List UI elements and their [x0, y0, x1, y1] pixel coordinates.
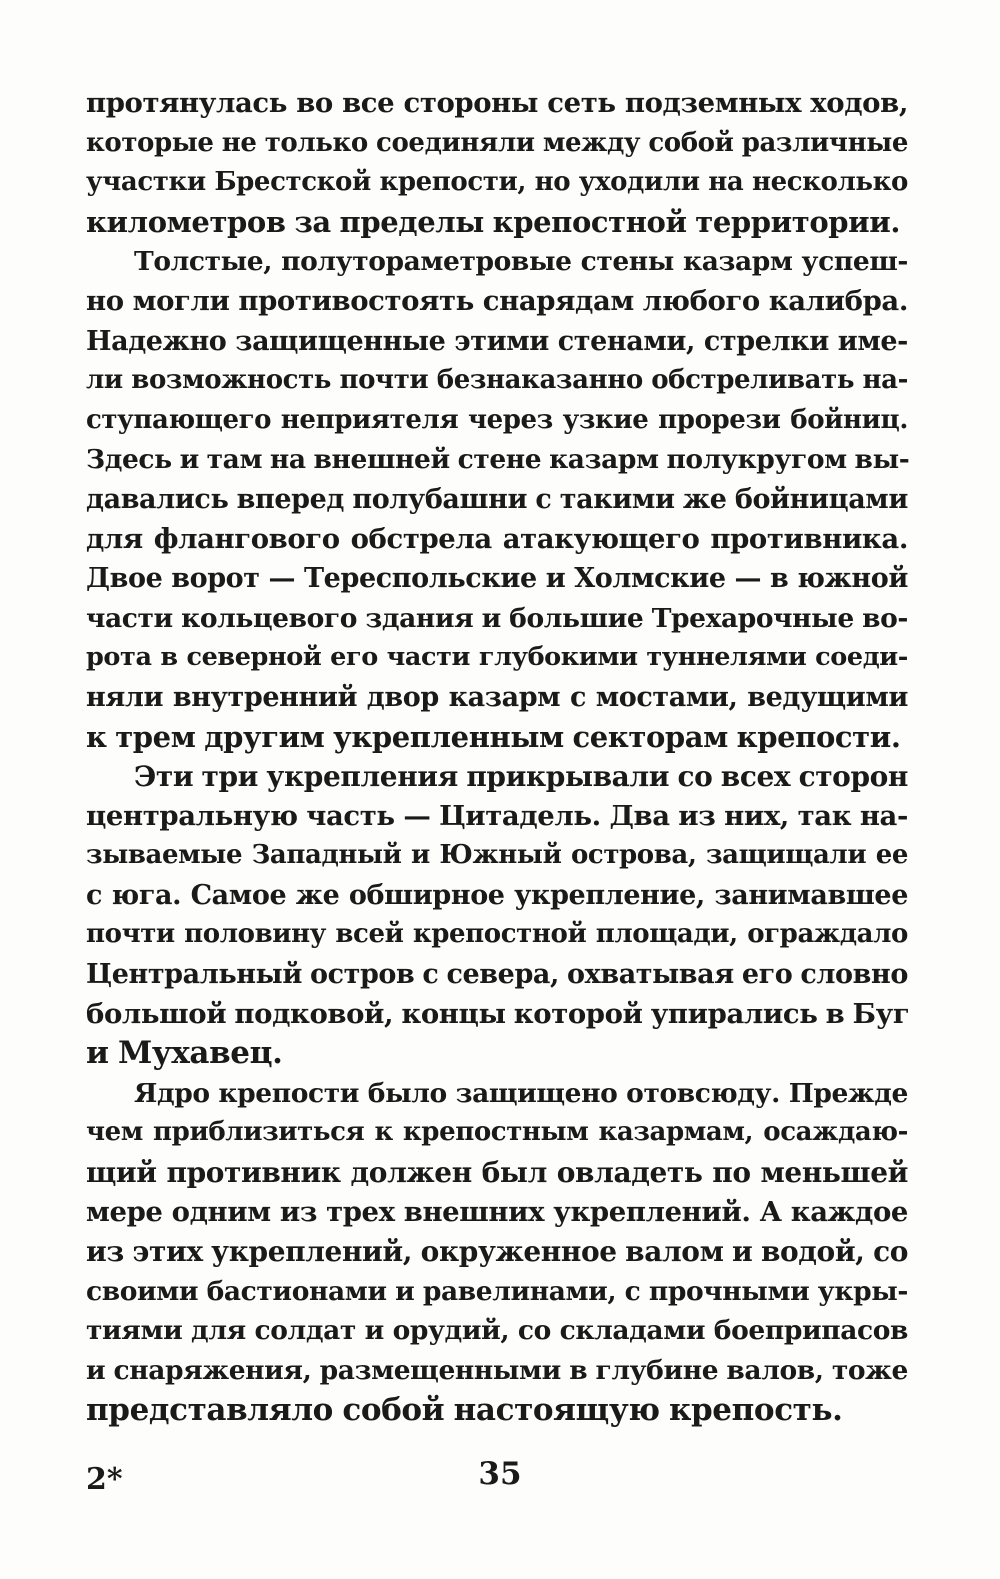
text-line: мере одним из трех внешних укреплений. А каждое — [86, 1195, 908, 1228]
text-line: Центральный остров с севера, охватывая его словно — [86, 959, 908, 991]
text-line: няли внутренний двор казарм с мостами, ведущими — [86, 681, 908, 713]
text-line: Эти три укрепления прикрывали со всех сторон — [134, 760, 908, 794]
text-line: тиями для солдат и орудий, со складами боеприпасов — [86, 1315, 908, 1347]
text-line: рота в северной его части глубокими туннелями соеди- — [86, 642, 908, 673]
text-line: Надежно защищенные этими стенами, стрелки име- — [86, 325, 908, 357]
text-line: Здесь и там на внешней стене казарм полукругом вы- — [86, 444, 910, 476]
text-line: зываемые Западный и Южный острова, защищали ее — [86, 840, 908, 871]
text-line: из этих укреплений, окруженное валом и водой, со — [86, 1235, 908, 1269]
text-line: чем приблизиться к крепостным казармам, осаждаю- — [86, 1117, 908, 1148]
body-text — [86, 84, 908, 1430]
text-line: Двое ворот — Тереспольские и Холмские — в южной — [86, 563, 908, 595]
text-line: километров за пределы крепостной территории. — [86, 204, 901, 239]
text-line: своими бастионами и равелинами, с прочными укры- — [86, 1275, 908, 1307]
text-line: Ядро крепости было защищено отовсюду. Прежде — [134, 1077, 908, 1109]
text-line: с юга. Самое же обширное укрепление, занимавшее — [86, 879, 908, 911]
text-line: давались вперед полубашни с такими же бойницами — [86, 483, 908, 515]
text-line: большой подковой, концы которой упирались в Буг — [86, 997, 910, 1030]
text-line: которые не только соединяли между собой различные — [86, 127, 908, 158]
text-line: для флангового обстрела атакующего противника. — [86, 522, 908, 555]
page-number: 35 — [478, 1456, 522, 1492]
text-line: и снаряжения, размещенными в глубине валов, тоже — [86, 1355, 908, 1386]
text-line: центральную часть — Цитадель. Два из них, так на- — [86, 799, 908, 832]
text-line: и Мухавец. — [86, 1035, 283, 1072]
text-line: но могли противостоять снарядам любого калибра. — [86, 284, 908, 317]
text-line: представляло собой настоящую крепость. — [86, 1391, 843, 1428]
text-line: ступающего неприятеля через узкие прорези бойниц. — [86, 404, 908, 435]
text-line: к трем другим укрепленным секторам крепости. — [86, 719, 901, 754]
text-line: части кольцевого здания и большие Трехарочные во- — [86, 602, 908, 634]
text-line: почти половину всей крепостной площади, ограждало — [86, 919, 908, 950]
text-line: протянулась во все стороны сеть подземных ходов, — [86, 87, 908, 119]
text-line: ли возможность почти безнаказанно обстреливать на- — [86, 365, 908, 396]
text-line: Толстые, полутораметровые стены казарм успеш- — [134, 246, 908, 278]
signature-mark: 2* — [86, 1462, 123, 1497]
text-line: участки Брестской крепости, но уходили на несколько — [86, 167, 908, 198]
text-line: щий противник должен был овладеть по меньшей — [86, 1156, 908, 1190]
